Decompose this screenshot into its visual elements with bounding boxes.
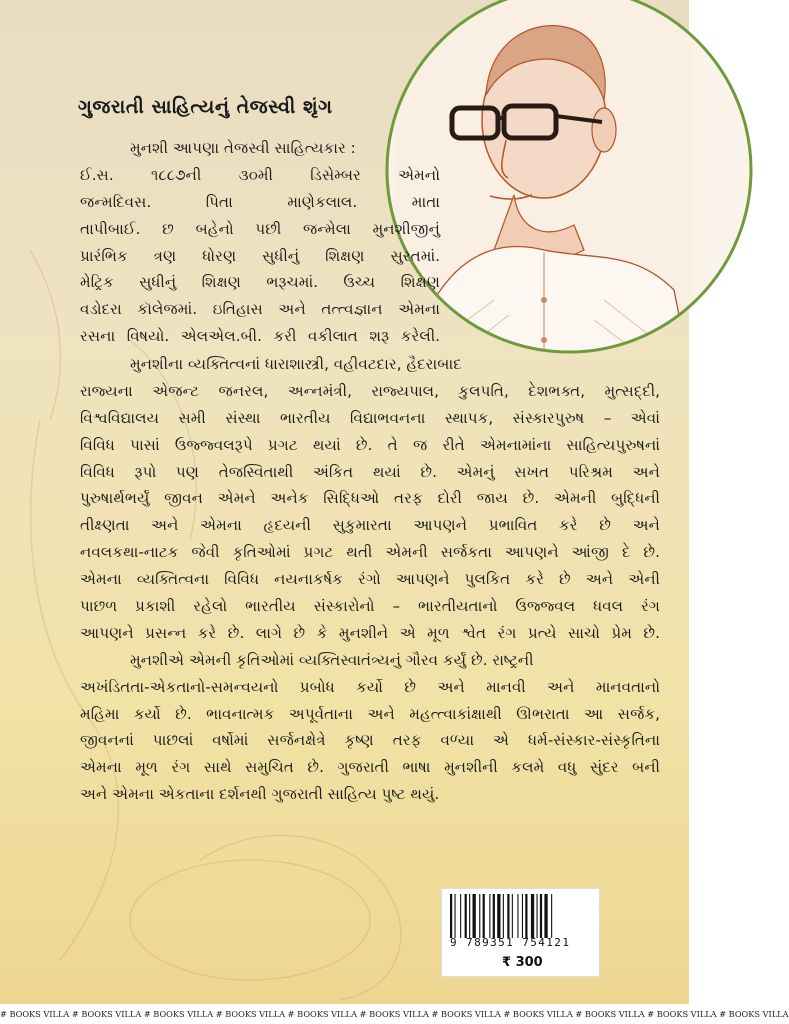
blurb-line: અને એમના એકતાના દર્શનથી ગુજરાતી સાહિત્ય પુષ્ટ થયું.: [80, 785, 440, 804]
barcode-bar: [450, 894, 452, 938]
barcode-bar: [479, 894, 480, 938]
barcode-bar: [537, 894, 538, 938]
barcode-bar: [473, 894, 476, 938]
barcode-bar: [522, 894, 523, 938]
barcode-bar: [497, 894, 500, 938]
blurb-line: વિવિધ પાસાં ઉજ્જ્વલરૂપે પ્રગટ થયાં છે. તે જ રીતે એમનામાંના સાહિત્યપુરુષનાં: [80, 435, 660, 454]
blurb-line: તાપીબાઈ. છ બહેનો પછી જન્મેલા મુનશીજીનું: [80, 219, 440, 238]
blurb-line: પુરુષાર્થભર્યું જીવન એમને અનેક સિદ્ધિઓ તરફ દોરી જાય છે. એમની બુદ્ધિની: [80, 489, 660, 508]
isbn-number: 9 789351 754121: [450, 936, 571, 949]
barcode-bar: [512, 894, 513, 938]
barcode-bar: [525, 894, 527, 938]
barcode-bar: [455, 894, 456, 938]
barcode-bar: [465, 894, 467, 938]
blurb-line: મુનશી આપણા તેજસ્વી સાહિત્યકાર :: [130, 139, 356, 157]
barcode-bar: [544, 894, 547, 938]
blurb-line: વડોદરા કૉલેજમાં. ઇતિહાસ અને તત્ત્વજ્ઞાન એમના: [80, 300, 440, 319]
blurb-line: એમના વ્યક્તિત્વના વિવિધ નયનાકર્ષક રંગો આપણને પુલકિત કરે છે અને એની: [80, 570, 660, 589]
barcode-bar: [460, 894, 461, 938]
blurb-line: મુનશીના વ્યક્તિત્વનાં ધારાશાસ્ત્રી, વહીવટદાર, હૈદરાબાદ: [130, 355, 462, 373]
blurb-paragraph-2: [80, 351, 660, 808]
blurb-line: નવલકથા-નાટક જેવી કૃતિઓમાં પ્રગટ થતી એમની સર્જકતા આપણને આંજી દે છે.: [80, 543, 660, 562]
blurb-line: પ્રારંભિક ત્રણ ધોરણ સુધીનું શિક્ષણ સુરતમાં.: [80, 246, 440, 265]
barcode-bar: [540, 894, 542, 938]
barcode-bars: [450, 894, 591, 938]
blurb-line: આપણને પ્રસન્ન કરે છે. લાગે છે કે મુનશીને એ મૂળ શ્વેત રંગ પ્રત્યે સાચો પ્રેમ છે.: [80, 623, 660, 642]
barcode-bar: [517, 894, 518, 938]
blurb-line: ઈ.સ. ૧૮૮૭ની ૩૦મી ડિસેમ્બર એમનો: [80, 165, 440, 184]
blurb-line: પાછળ પ્રકાશી રહેલો ભારતીય સંસ્કારોનો – ભારતીયતાનો ઉજ્જ્વલ ધવલ રંગ: [80, 597, 660, 616]
barcode-bar: [493, 894, 495, 938]
blurb-line: જન્મદિવસ. પિતા માણેકલાલ. માતા: [80, 192, 440, 211]
blurb-line: રસના વિષયો. એલએલ.બી. કરી વકીલાત શરૂ કરેલી.: [80, 327, 440, 346]
watermark-footer: # BOOKS VILLA # BOOKS VILLA # BOOKS VILLA # BOOKS VILLA # BOOKS VILLA # BOOKS VILLA # BOOKS VILLA # BOOKS VILLA # BOOKS VILLA # BOOKS VILLA # BOOKS VILLA: [0, 1004, 689, 1024]
barcode-bar: [483, 894, 485, 938]
book-title: ગુજરાતી સાહિત્યનું તેજસ્વી શૃંગ: [78, 96, 333, 118]
barcode-bar: [551, 894, 552, 938]
barcode-bar: [507, 894, 509, 938]
blurb-line: મુનશીએ એમની કૃતિઓમાં વ્યક્તિસ્વાતંત્ર્યનું ગૌરવ કર્યું છે. રાષ્ટ્રની: [130, 650, 534, 669]
blurb-line: તીક્ષ્ણતા અને એમના હૃદયની સુકુમારતા આપણને પ્રભાવિત કરે છે અને: [80, 516, 660, 535]
blurb-line: મહિમા કર્યો છે. ભાવનાત્મક અપૂર્વતાના અને મહત્ત્વાકાંક્ષાથી ઊભરાતા આ સર્જક,: [80, 704, 660, 723]
blurb-line: જીવનનાં પાછલાં વર્ષોમાં સર્જનક્ષેત્રે કૃષ્ણ તરફ વળ્યા એ ધર્મ-સંસ્કાર-સંસ્કૃતિના: [80, 731, 660, 750]
barcode-bar: [503, 894, 504, 938]
blurb-paragraph-1: [80, 135, 440, 350]
blurb-line: અખંડિતતા-એકતાનો-સમન્વયનો પ્રબોધ કર્યો છે અને માનવી અને માનવતાનો: [80, 677, 660, 696]
barcode-bar: [531, 894, 534, 938]
blurb-line: રાજ્યના એજન્ટ જનરલ, અન્નમંત્રી, રાજ્યપાલ, કુલપતિ, દેશભક્ત, મુત્સદ્દી,: [80, 381, 660, 400]
blurb-line: વિવિધ રૂપો પણ તેજસ્વિતાથી અંકિત થયાં છે. એમનું સખત પરિશ્રમ અને: [80, 462, 660, 481]
blurb-line: એમના મૂળ રંગ સાથે સમુચિત છે. ગુજરાતી ભાષા મુનશીની કલમે વધુ સુંદર બની: [80, 758, 660, 777]
price-label: ₹ 300: [502, 955, 543, 970]
barcode-bar: [469, 894, 470, 938]
blurb-line: મેટ્રિક સુધીનું શિક્ષણ ભરૂચમાં. ઉચ્ચ શિક્ષણ: [80, 273, 440, 292]
isbn-barcode: [441, 888, 600, 977]
barcode-bar: [489, 894, 490, 938]
blurb-line: વિશ્વવિદ્યાલય સમી સંસ્થા ભારતીય વિદ્યાભવનના સ્થાપક, સંસ્કારપુરુષ – એવાં: [80, 408, 660, 427]
